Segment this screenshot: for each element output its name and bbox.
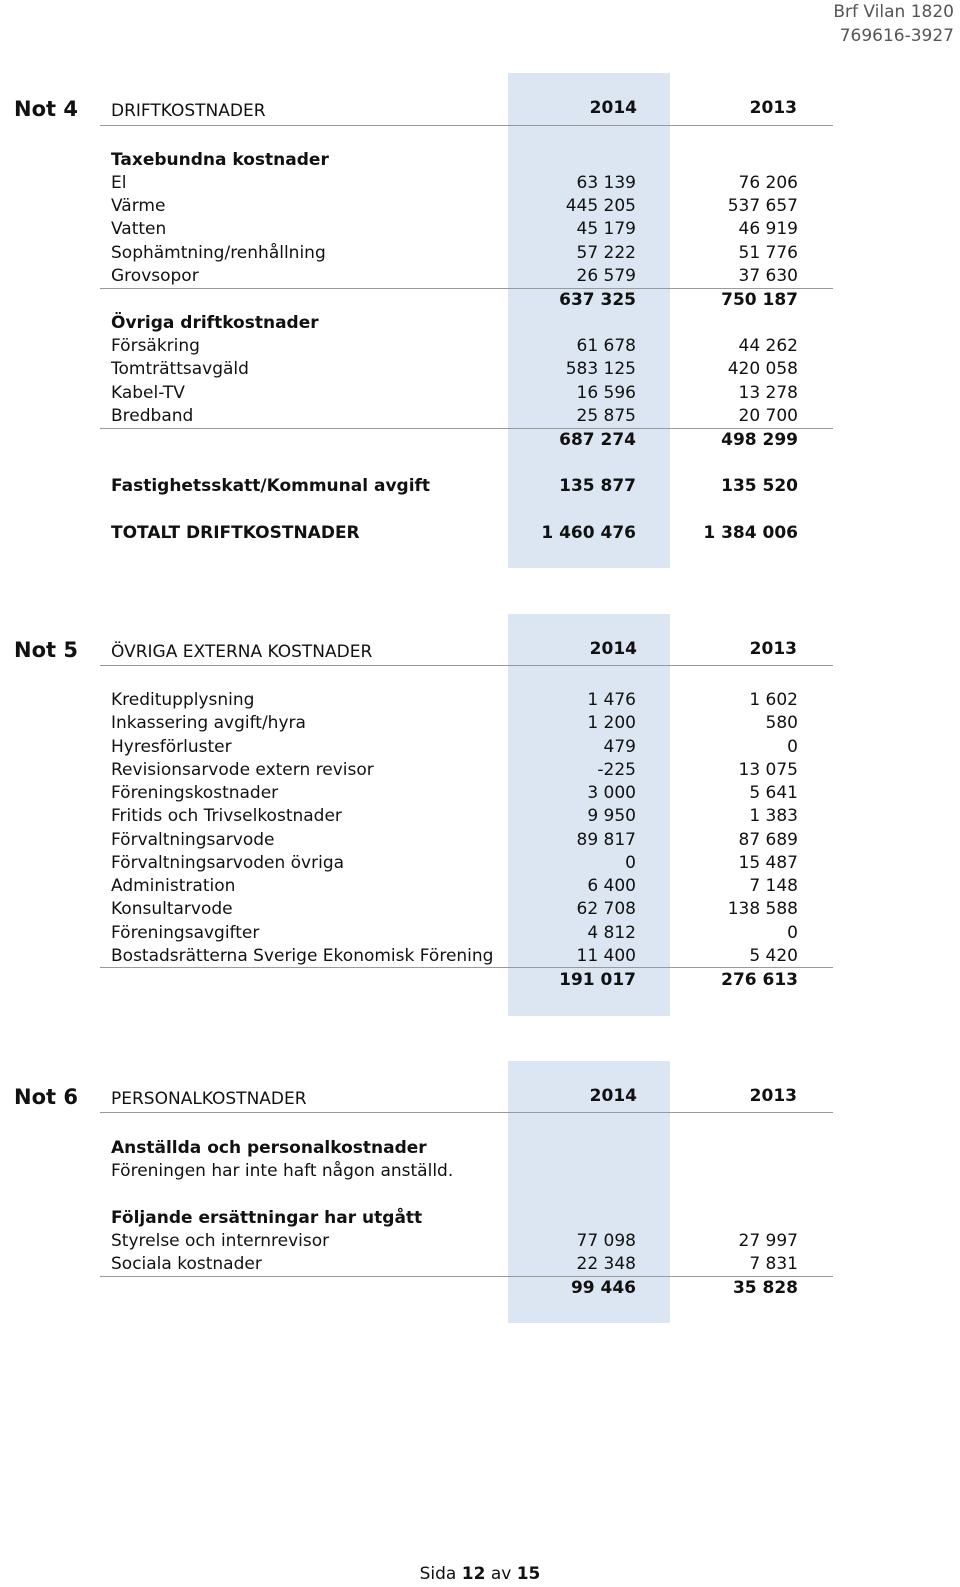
value-2013: 537 657 (727, 196, 798, 216)
row-label: Försäkring (111, 336, 200, 356)
value-2013: 35 828 (732, 1278, 798, 1298)
value-2013: 138 588 (727, 899, 798, 919)
value-2014: 0 (625, 853, 636, 873)
note4-number: Not 4 (14, 97, 78, 121)
value-2014: 61 678 (576, 336, 636, 356)
table-row (111, 805, 798, 827)
table-row (111, 242, 798, 264)
value-2014: 62 708 (576, 899, 636, 919)
value-2014: 11 400 (576, 946, 636, 966)
value-2013: 420 058 (727, 359, 798, 379)
value-2013: 51 776 (738, 243, 798, 263)
value-2014: 135 877 (559, 476, 636, 496)
page-label: Sida (419, 1564, 457, 1584)
note4-year-2013: 2013 (749, 98, 797, 118)
table-row (111, 852, 798, 874)
table-row (111, 712, 798, 734)
table-row (111, 875, 798, 897)
table-row (111, 1137, 798, 1159)
value-2014: 22 348 (576, 1254, 636, 1274)
note4-title: DRIFTKOSTNADER (111, 101, 266, 121)
value-2013: 0 (787, 923, 798, 943)
value-2013: 44 262 (738, 336, 798, 356)
value-2013: 76 206 (738, 173, 798, 193)
row-label: Föreningsavgifter (111, 923, 260, 943)
note5-title: ÖVRIGA EXTERNA KOSTNADER (111, 642, 373, 662)
row-label: Konsultarvode (111, 899, 233, 919)
value-2013: 15 487 (738, 853, 798, 873)
org-number: 769616-3927 (839, 26, 954, 46)
table-row (111, 312, 798, 334)
note6-year-2014: 2014 (589, 1086, 637, 1106)
value-2013: 276 613 (721, 970, 798, 990)
row-label: Föreningen har inte haft någon anställd. (111, 1161, 454, 1181)
row-label: Inkassering avgift/hyra (111, 713, 306, 733)
value-2014: 479 (603, 737, 636, 757)
table-row (111, 759, 798, 781)
table-row (111, 172, 798, 194)
value-2013: 27 997 (738, 1231, 798, 1251)
note6-number: Not 6 (14, 1085, 78, 1109)
row-label: Värme (111, 196, 166, 216)
row-label: TOTALT DRIFTKOSTNADER (111, 523, 360, 543)
value-2014: 191 017 (559, 970, 636, 990)
value-2013: 20 700 (738, 406, 798, 426)
row-label: Taxebundna kostnader (111, 150, 329, 170)
value-2013: 1 602 (749, 690, 798, 710)
row-label: Förvaltningsarvoden övriga (111, 853, 345, 873)
value-2013: 46 919 (738, 219, 798, 239)
table-row (111, 335, 798, 357)
row-label: Fastighetsskatt/Kommunal avgift (111, 476, 431, 496)
row-label: Anställda och personalkostnader (111, 1138, 427, 1158)
note6-title: PERSONALKOSTNADER (111, 1089, 307, 1109)
table-row (111, 898, 798, 920)
row-label: El (111, 173, 127, 193)
note6-year-2013: 2013 (749, 1086, 797, 1106)
table-row (111, 475, 798, 497)
total-pages: 15 (516, 1564, 541, 1584)
value-2013: 750 187 (721, 290, 798, 310)
current-page: 12 (461, 1564, 486, 1584)
header-rule (100, 665, 833, 666)
table-row (111, 149, 798, 171)
table-row (111, 1160, 798, 1182)
subtotal-rule (100, 967, 833, 968)
value-2013: 135 520 (721, 476, 798, 496)
value-2013: 13 075 (738, 760, 798, 780)
value-2013: 13 278 (738, 383, 798, 403)
row-label: Hyresförluster (111, 737, 232, 757)
header-rule (100, 125, 833, 126)
table-row (111, 382, 798, 404)
value-2013: 87 689 (738, 830, 798, 850)
value-2014: 89 817 (576, 830, 636, 850)
header-rule (100, 1112, 833, 1113)
table-row (111, 195, 798, 217)
value-2013: 1 384 006 (703, 523, 798, 543)
value-2014: 583 125 (565, 359, 636, 379)
table-row (111, 782, 798, 804)
note5-number: Not 5 (14, 638, 78, 662)
value-2014: 1 460 476 (541, 523, 636, 543)
page-footer (0, 1564, 960, 1584)
value-2014: -225 (597, 760, 636, 780)
value-2013: 580 (765, 713, 798, 733)
row-label: Grovsopor (111, 266, 199, 286)
row-label: Sophämtning/renhållning (111, 243, 326, 263)
row-label: Fritids och Trivselkostnader (111, 806, 342, 826)
table-row (111, 829, 798, 851)
value-2013: 5 641 (749, 783, 798, 803)
value-2013: 7 148 (749, 876, 798, 896)
value-2014: 45 179 (576, 219, 636, 239)
row-label: Kreditupplysning (111, 690, 255, 710)
row-label: Sociala kostnader (111, 1254, 262, 1274)
value-2014: 16 596 (576, 383, 636, 403)
value-2013: 0 (787, 737, 798, 757)
value-2014: 26 579 (576, 266, 636, 286)
org-header (833, 0, 954, 48)
table-row (111, 689, 798, 711)
row-label: Bredband (111, 406, 194, 426)
row-label: Kabel-TV (111, 383, 185, 403)
value-2014: 63 139 (576, 173, 636, 193)
value-2013: 5 420 (749, 946, 798, 966)
row-label: Styrelse och internrevisor (111, 1231, 330, 1251)
row-label: Tomträttsavgäld (111, 359, 249, 379)
table-row (111, 1230, 798, 1252)
table-row (111, 1277, 798, 1299)
org-name: Brf Vilan 1820 (833, 2, 954, 22)
table-row (111, 1253, 798, 1275)
row-label: Administration (111, 876, 236, 896)
value-2014: 445 205 (565, 196, 636, 216)
table-row (111, 522, 798, 544)
table-row (111, 736, 798, 758)
row-label: Bostadsrätterna Sverige Ekonomisk Förening (111, 946, 494, 966)
value-2014: 9 950 (587, 806, 636, 826)
table-row (111, 289, 798, 311)
table-row (111, 969, 798, 991)
value-2013: 498 299 (721, 430, 798, 450)
row-label: Förvaltningsarvode (111, 830, 275, 850)
page-separator: av (490, 1564, 512, 1584)
value-2014: 637 325 (559, 290, 636, 310)
note5-year-2014: 2014 (589, 639, 637, 659)
value-2014: 3 000 (587, 783, 636, 803)
value-2013: 7 831 (749, 1254, 798, 1274)
row-label: Övriga driftkostnader (111, 313, 319, 333)
table-row (111, 922, 798, 944)
table-row (111, 945, 798, 967)
value-2013: 37 630 (738, 266, 798, 286)
table-row (111, 405, 798, 427)
table-row (111, 265, 798, 287)
table-row (111, 429, 798, 451)
value-2014: 1 200 (587, 713, 636, 733)
row-label: Föreningskostnader (111, 783, 279, 803)
row-label: Revisionsarvode extern revisor (111, 760, 374, 780)
value-2014: 4 812 (587, 923, 636, 943)
row-label: Vatten (111, 219, 167, 239)
value-2013: 1 383 (749, 806, 798, 826)
value-2014: 99 446 (570, 1278, 636, 1298)
value-2014: 6 400 (587, 876, 636, 896)
value-2014: 1 476 (587, 690, 636, 710)
value-2014: 687 274 (559, 430, 636, 450)
value-2014: 77 098 (576, 1231, 636, 1251)
value-2014: 57 222 (576, 243, 636, 263)
note4-year-2014: 2014 (589, 98, 637, 118)
table-row (111, 1207, 798, 1229)
row-label: Följande ersättningar har utgått (111, 1208, 423, 1228)
note5-year-2013: 2013 (749, 639, 797, 659)
table-row (111, 218, 798, 240)
value-2014: 25 875 (576, 406, 636, 426)
table-row (111, 358, 798, 380)
